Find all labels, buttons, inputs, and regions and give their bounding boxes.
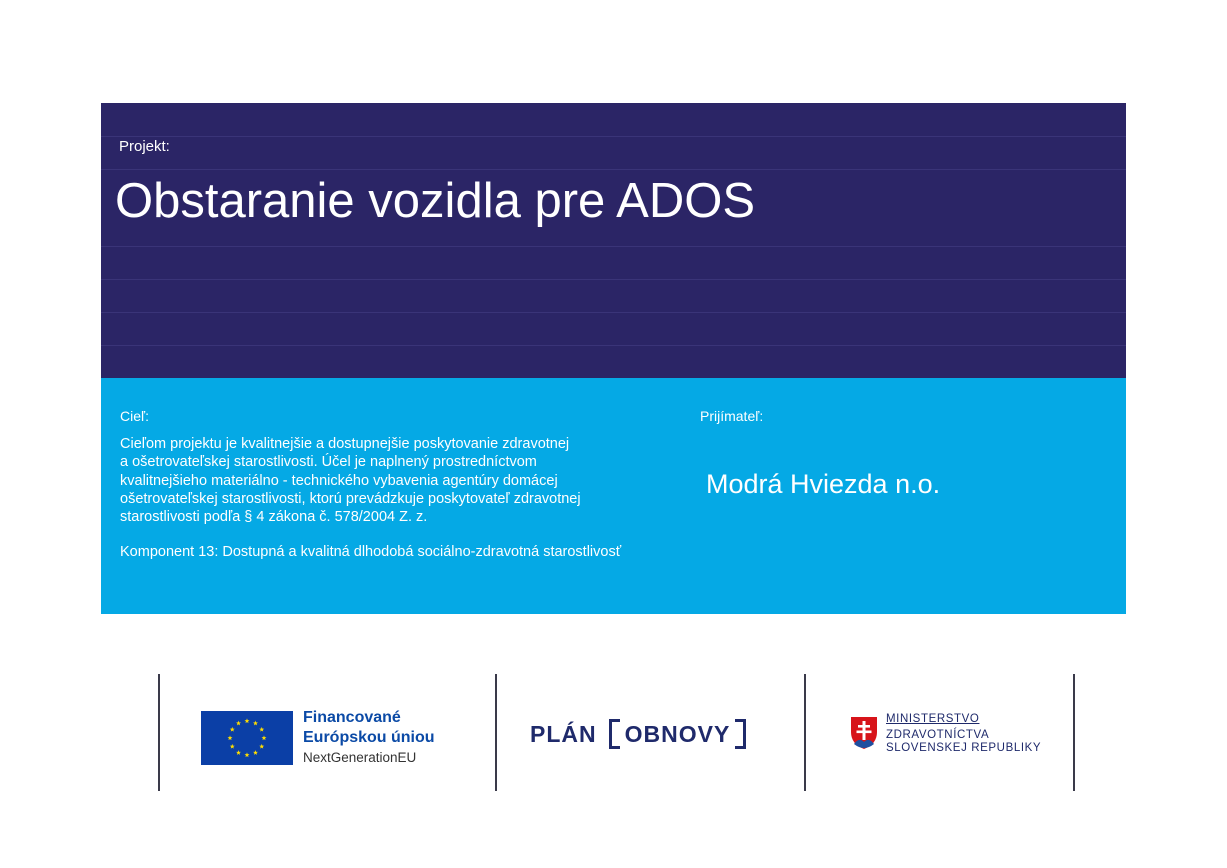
- plan-obnovy-logo: [530, 716, 746, 752]
- eu-star: [236, 721, 241, 726]
- eu-star: [259, 727, 264, 732]
- ministry-line-2: ZDRAVOTNÍCTVA: [886, 729, 990, 741]
- eu-star: [245, 718, 250, 723]
- eu-star: [245, 752, 250, 757]
- ministry-logo: [886, 713, 1041, 755]
- component-text: Komponent 13: Dostupná a kvalitná dlhodobá sociálno-zdravotná starostlivosť: [120, 544, 622, 560]
- eu-star: [230, 727, 235, 732]
- eu-star: [253, 750, 258, 755]
- goal-line: Cieľom projektu je kvalitnejšie a dostupnejšie poskytovanie zdravotnej: [120, 436, 570, 452]
- panel-rule: [101, 345, 1126, 346]
- eu-line-1: Financované: [303, 709, 401, 726]
- ministry-line-3: SLOVENSKEJ REPUBLIKY: [886, 742, 1042, 754]
- eu-star: [259, 744, 264, 749]
- project-title: Obstaranie vozidla pre ADOS: [115, 174, 756, 228]
- goal-line: kvalitnejšieho materiálno - technického vybavenia agentúry domácej: [120, 472, 558, 489]
- panel-rule: [101, 169, 1126, 170]
- ministry-line-1: MINISTERSTVO: [886, 713, 980, 725]
- eu-funding-logo: [303, 708, 435, 768]
- plan-word: PLÁN: [530, 720, 597, 747]
- panel-rule: [101, 136, 1126, 137]
- eu-line-3: NextGenerationEU: [303, 750, 417, 765]
- eu-line-2: Európskou úniou: [303, 729, 435, 746]
- recipient-label: Prijímateľ:: [700, 408, 764, 424]
- goal-label: Cieľ:: [120, 408, 149, 424]
- details-panel: [101, 378, 1126, 614]
- eu-flag-icon: [201, 711, 293, 765]
- eu-star: [236, 750, 241, 755]
- eu-star: [230, 744, 235, 749]
- panel-rule: [101, 312, 1126, 313]
- eu-star: [228, 735, 233, 740]
- goal-line: starostlivosti podľa § 4 zákona č. 578/2004 Z. z.: [120, 509, 428, 526]
- bracket-right-icon: [735, 719, 746, 749]
- slovak-coat-of-arms-icon: [850, 716, 878, 750]
- bracket-left-icon: [609, 719, 620, 749]
- project-label: Projekt:: [119, 138, 170, 155]
- panel-rule: [101, 279, 1126, 280]
- logo-divider: [804, 674, 806, 791]
- logo-divider: [158, 674, 160, 791]
- goal-text: [120, 435, 680, 526]
- obnovy-word: OBNOVY: [624, 720, 731, 747]
- logo-divider: [1073, 674, 1075, 791]
- recipient-name: Modrá Hviezda n.o.: [706, 469, 941, 499]
- project-panel: [101, 103, 1126, 378]
- panel-rule: [101, 246, 1126, 247]
- goal-line: ošetrovateľskej starostlivosti, ktorú prevádzkuje poskytovateľ zdravotnej: [120, 490, 581, 507]
- logo-divider: [495, 674, 497, 791]
- eu-star: [253, 721, 258, 726]
- goal-line: a ošetrovateľskej starostlivosti. Účel je naplnený prostredníctvom: [120, 454, 537, 471]
- eu-star: [262, 735, 267, 740]
